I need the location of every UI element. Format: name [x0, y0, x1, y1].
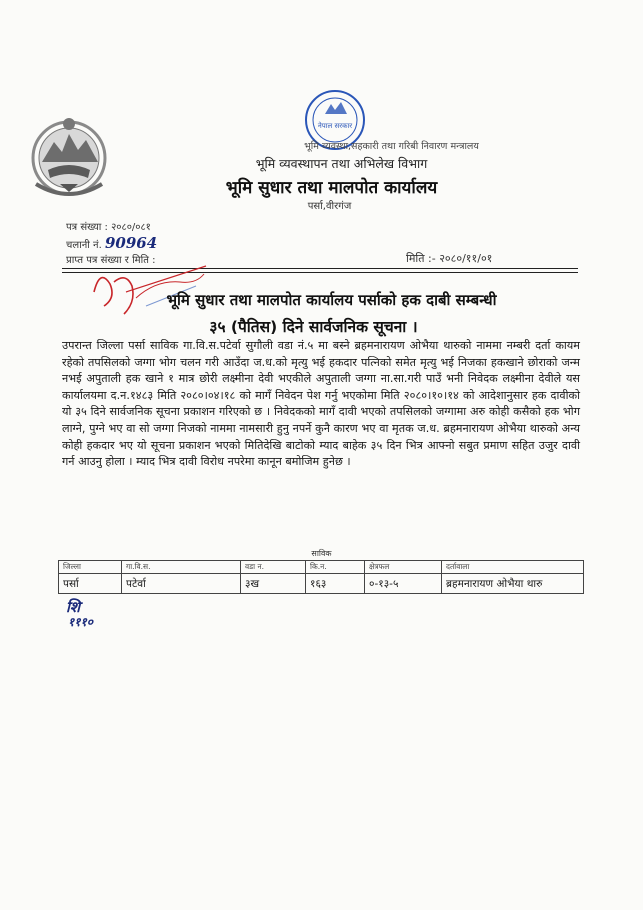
- table-cell: ०-१३-५: [365, 574, 442, 594]
- dispatch-number-row: [66, 234, 157, 252]
- notice-date: मिति :- २०८०/११/०१: [406, 252, 493, 265]
- table-cell: पर्सा: [59, 574, 122, 594]
- column-header: जिल्ला: [59, 561, 122, 574]
- table-header-row: [59, 561, 584, 574]
- column-header: गा.वि.स.: [122, 561, 241, 574]
- notice-body: उपरान्त जिल्ला पर्सा साविक गा.वि.स.पटेर्वा सुगौली वडा नं.५ मा बस्ने ब्रहमनारायण ओभैया थारुको नाममा नम्बरी दर्ता कायम रहेको तपसिलको जग्गा भोग चलन गरी आउँदा ज.ध.को मृत्यु भई हकदार पत्निको समेत मृत्यु भई निजका हकखाने छोराको जन्म नभई अपुताली हक खाने १ मात्र छोरी लक्ष्मीना देवी भएकीले अपुताली जग्गा ना.सा.गरी पाउँ भनी निवेदक लक्ष्मीना देवीले यस कार्यालयमा द.न.१४८३ मिति २०८०।०४।१८ को मागँ निवेदन पेश गर्नु भएकोमा मिति २०८०।१०।१४ को आदेशानुसार हक दावीको यो ३५ दिने सार्वजनिक सूचना प्रकाशन गरिएको छ । निवेदकको मागँ दावी भएको तपसिलको जग्गामा अरु कोही कसैको हक भोग लाग्ने, पुग्ने भए वा सो जग्गा निजको नाममा नामसारी हुनु नपर्ने कुनै कारण भए वा मृतक ज.ध. ब्रहमनारायण ओभैया थारुको अन्य कोही हकदार भए यो सूचना प्रकाशन भएको मितिदेखि बाटोको म्याद बाहेक ३५ दिन भित्र आफ्नो सबुत प्रमाण सहित उजुर दावी गर्न आउनु होला । म्याद भित्र दावी विरोध नपरेमा कानून बमोजिम हुनेछ ।: [62, 339, 580, 469]
- office-name: भूमि सुधार तथा मालपोत कार्यालय: [225, 178, 438, 198]
- land-details-table: [58, 560, 584, 594]
- signature-initials: शि: [66, 598, 81, 616]
- received-label: प्राप्त पत्र संख्या र मिति :: [66, 255, 156, 266]
- ministry-name: भूमि व्यवस्था,सहकारी तथा गरिबी निवारण मन्त्रालय: [304, 141, 479, 152]
- notice-headline: भूमि सुधार तथा मालपोत कार्यालय पर्साको हक दाबी सम्बन्धी: [166, 291, 497, 309]
- table-cell: ३ख: [241, 574, 306, 594]
- column-header: वडा न.: [241, 561, 306, 574]
- table-cell: १६३: [306, 574, 365, 594]
- signature-date: १११०: [68, 615, 93, 629]
- dispatch-label: चलानी नं.: [66, 240, 102, 251]
- table-cell: ब्रहमनारायण ओभैया थारु: [442, 574, 584, 594]
- column-header: कि.न.: [306, 561, 365, 574]
- dispatch-number: 90964: [104, 234, 158, 252]
- details-caption: साविक: [311, 549, 332, 558]
- table-cell: पटेर्वा: [122, 574, 241, 594]
- notice-subheadline: ३५ (पैतिस) दिने सार्वजनिक सूचना ।: [209, 318, 418, 336]
- stamp-text: नेपाल सरकार: [317, 122, 353, 130]
- table-row: [59, 574, 584, 594]
- column-header: क्षेत्रफल: [365, 561, 442, 574]
- letter-number: पत्र संख्या : २०८०/०८१: [66, 222, 151, 233]
- office-location: पर्सा,वीरगंज: [307, 201, 352, 212]
- column-header: दर्तावाला: [442, 561, 584, 574]
- department-name: भूमि व्यवस्थापन तथा अभिलेख विभाग: [255, 156, 428, 171]
